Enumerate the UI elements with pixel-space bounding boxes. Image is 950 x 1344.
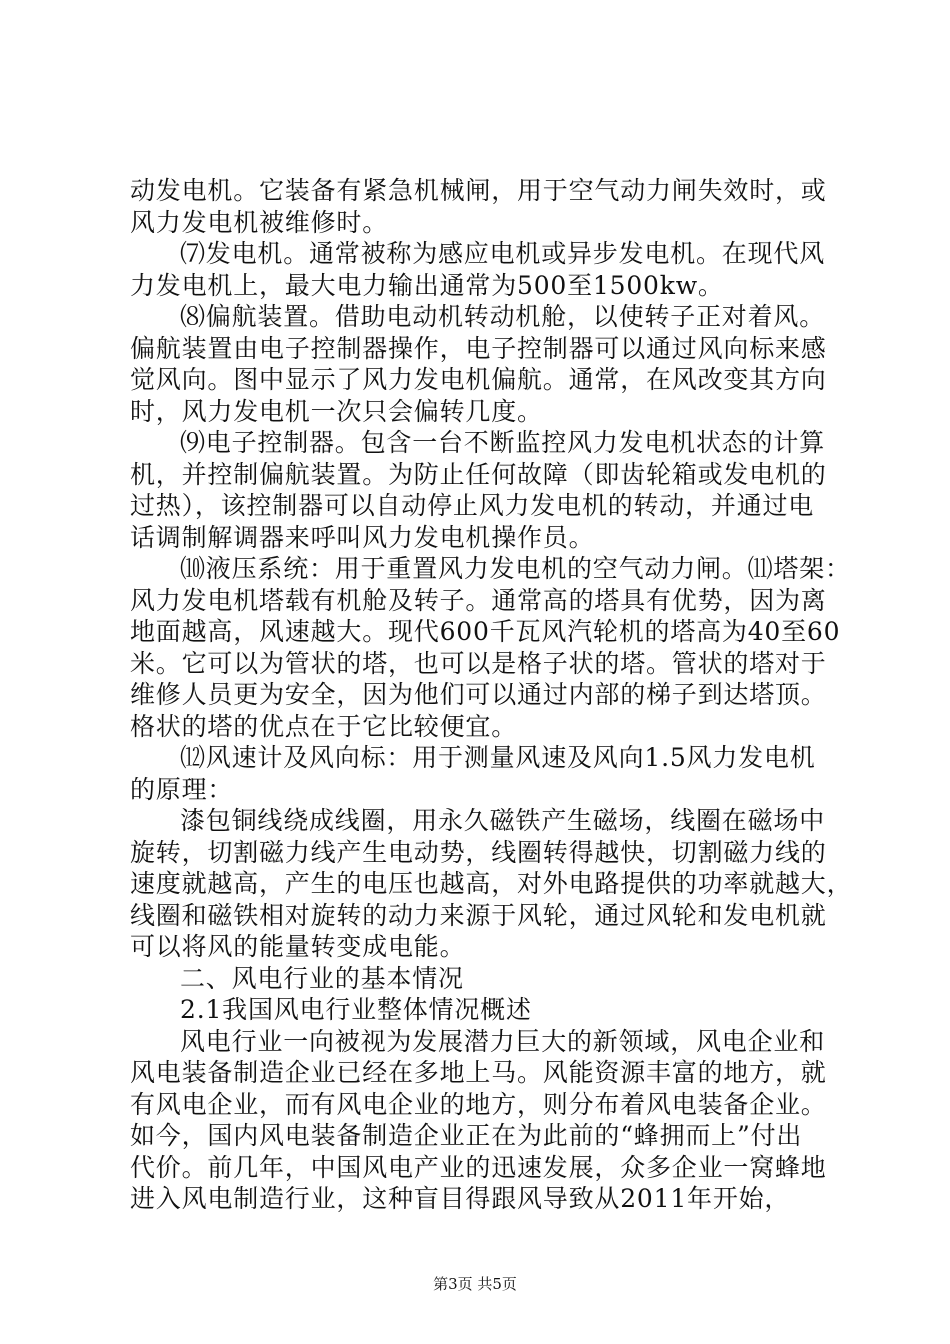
text-line: 动发电机。它装备有紧急机械闸，用于空气动力闸失效时，或 [130,176,827,205]
text-line: 风力发电机被维修时。 [130,207,389,237]
subsection-heading: 2.1我国风电行业整体情况概述 [180,995,532,1024]
text-line: 进入风电制造行业，这种盲目得跟风导致从2011年开始， [130,1184,791,1213]
text-line: 时，风力发电机一次只会偏转几度。 [130,396,543,426]
text-line: ⑺发电机。通常被称为感应电机或异步发电机。在现代风 [180,239,826,268]
text-line: 线圈和磁铁相对旋转的动力来源于风轮，通过风轮和发电机就 [130,900,827,930]
text-line: ⑿风速计及风向标：用于测量风速及风向1.5风力发电机 [180,743,816,772]
section-heading: 二、风电行业的基本情况 [180,963,464,993]
text-line: ⑽液压系统：用于重置风力发电机的空气动力闸。⑾塔架： [180,554,851,583]
text-line: 机，并控制偏航装置。为防止任何故障（即齿轮箱或发电机的 [130,459,827,489]
text-line: 漆包铜线绕成线圈，用永久磁铁产生磁场，线圈在磁场中 [180,806,826,835]
page-footer: 第3页 共5页 [433,1275,517,1293]
text-line: 力发电机上，最大电力输出通常为500至1500kw。 [130,270,724,300]
text-line: 觉风向。图中显示了风力发电机偏航。通常，在风改变其方向 [130,365,827,394]
text-line: 可以将风的能量转变成电能。 [130,932,466,961]
text-line: ⑼电子控制器。包含一台不断监控风力发电机状态的计算 [180,428,826,457]
text-line: 如今，国内风电装备制造企业正在为此前的“蜂拥而上”付出 [130,1121,803,1150]
text-line: 代价。前几年，中国风电产业的迅速发展，众多企业一窝蜂地 [130,1152,827,1182]
text-line: 有风电企业，而有风电企业的地方，则分布着风电装备企业。 [130,1089,827,1119]
text-line: 速度就越高，产生的电压也越高，对外电路提供的功率就越大， [130,869,853,898]
text-line: 米。它可以为管状的塔，也可以是格子状的塔。管状的塔对于 [130,648,827,678]
text-line: 风电行业一向被视为发展潜力巨大的新领域，风电企业和 [180,1026,826,1056]
text-line: 旋转，切割磁力线产生电动势，线圈转得越快，切割磁力线的 [130,837,827,867]
text-line: 风电装备制造企业已经在多地上马。风能资源丰富的地方，就 [130,1058,827,1087]
text-line: 地面越高，风速越大。现代600千瓦风汽轮机的塔高为40至60 [130,617,841,646]
text-line: 偏航装置由电子控制器操作，电子控制器可以通过风向标来感 [130,333,827,363]
text-line: 的原理： [130,774,234,804]
text-line: 风力发电机塔载有机舱及转子。通常高的塔具有优势，因为离 [130,585,827,615]
text-line: 过热），该控制器可以自动停止风力发电机的转动，并通过电 [130,491,815,520]
text-line: 话调制解调器来呼叫风力发电机操作员。 [130,522,595,552]
body-text [130,175,853,1215]
text-line: 格状的塔的优点在于它比较便宜。 [130,711,518,741]
text-line: ⑻偏航装置。借助电动机转动机舱，以使转子正对着风。 [180,302,826,331]
text-line: 维修人员更为安全，因为他们可以通过内部的梯子到达塔顶。 [130,680,827,709]
